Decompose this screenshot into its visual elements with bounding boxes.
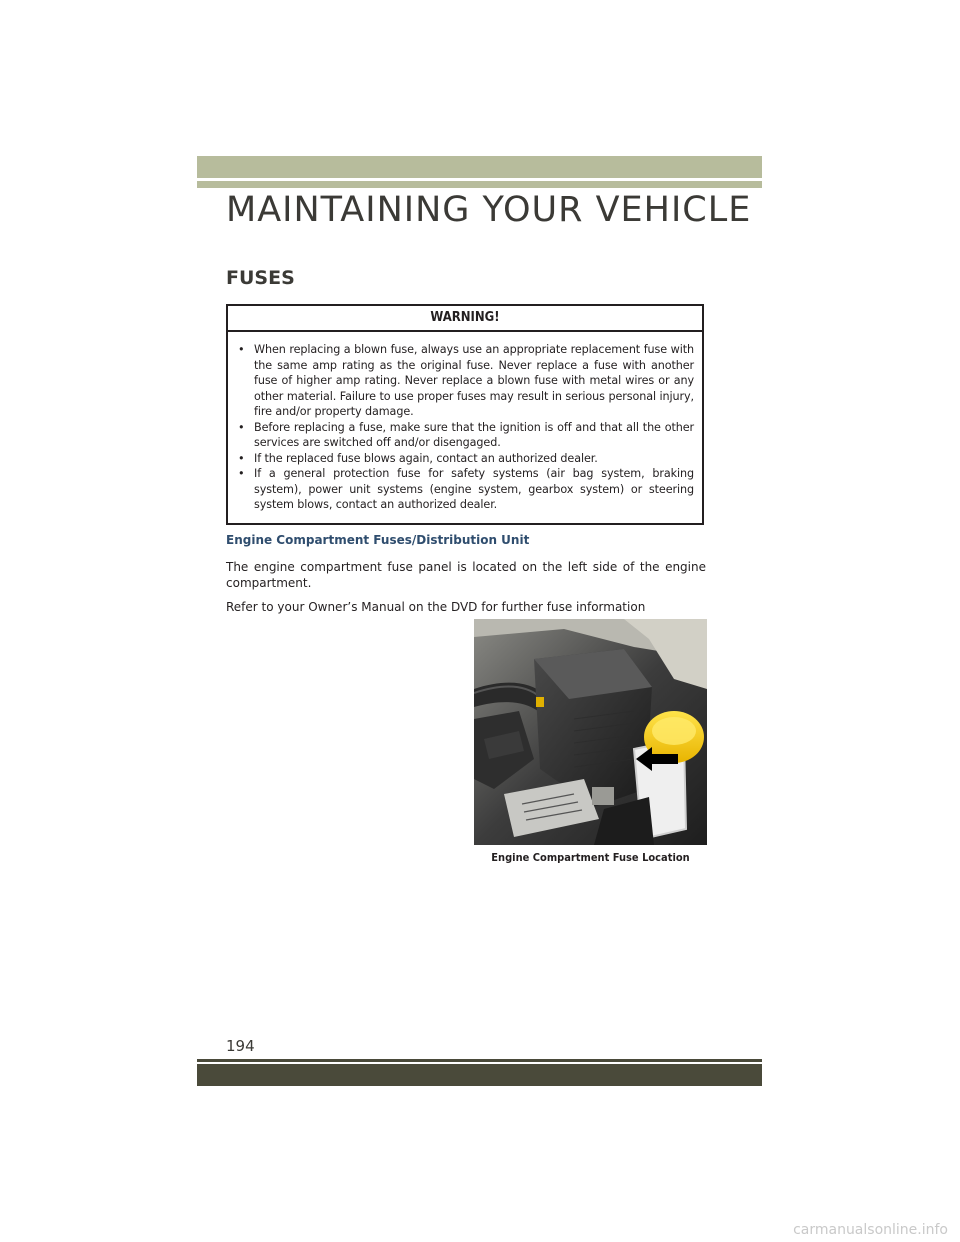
footer-rule [197,1059,762,1062]
footer-band [197,1064,762,1086]
warning-item-text: Before replacing a fuse, make sure that the ignition is off and that all the other services are switched off and/or disengaged. [254,420,694,449]
warning-list [228,332,702,513]
engine-compartment-photo [474,619,707,845]
bullet-icon: • [238,451,245,465]
section-title: FUSES [226,267,295,289]
bullet-icon: • [238,420,245,434]
watermark-text: carmanualsonline.info [793,1222,948,1238]
bullet-icon: • [238,343,245,356]
page-number: 194 [226,1037,255,1055]
warning-item [236,420,694,451]
warning-item-text: When replacing a blown fuse, always use an appropriate replacement fuse with the same amp rating as the original fuse. Never replace a fuse with another fuse of higher amp rating. Never replace a blown fuse with metal wires or any other material. Failure to use proper fuses may result in serious personal injury, fire and/or property damage. [254,343,694,418]
warning-item [236,451,694,467]
warning-item-text: If the replaced fuse blows again, contact an authorized dealer. [254,451,598,465]
warning-box [226,304,704,525]
header-band [197,156,762,178]
paragraph-location: The engine compartment fuse panel is located on the left side of the engine compartment. [226,560,706,590]
figure-caption: Engine Compartment Fuse Location [491,851,690,864]
subsection-title: Engine Compartment Fuses/Distribution Unit [226,533,530,547]
chapter-title: MAINTAINING YOUR VEHICLE [226,190,752,230]
warning-heading: WARNING! [228,306,702,332]
header-rule [197,181,762,188]
warning-item [236,342,694,420]
warning-item-text: If a general protection fuse for safety systems (air bag system, braking system), power unit systems (engine system, gearbox system) or steering system blows, contact an authorized dealer. [254,467,694,511]
warning-item [236,466,694,513]
engine-compartment-illustration [474,619,707,845]
paragraph-reference: Refer to your Owner’s Manual on the DVD for further fuse information [226,600,646,614]
bullet-icon: • [238,467,245,480]
